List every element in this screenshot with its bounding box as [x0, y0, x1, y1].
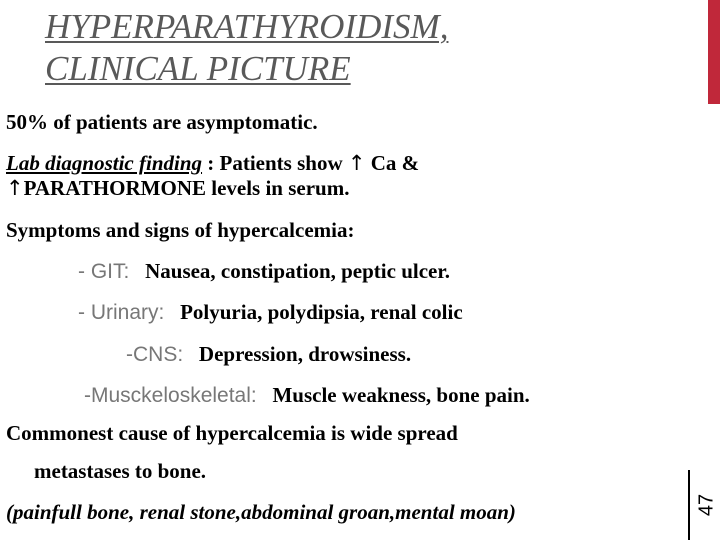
mnemonic-line: (painfull bone, renal stone,abdominal groan,mental moan) [6, 500, 516, 524]
lab-finding-line-2 [6, 176, 349, 200]
arrow-up-icon: ↑ [6, 176, 24, 200]
arrow-up-icon: ↑ [347, 151, 366, 175]
lab-label: Lab diagnostic finding [6, 151, 203, 175]
list-item-msk [84, 383, 530, 408]
commonest-line-1: Commonest cause of hypercalcemia is wide spread [6, 421, 458, 445]
asymptomatic-line: 50% of patients are asymptomatic. [6, 110, 318, 134]
title-line-2: CLINICAL PICTURE [45, 49, 351, 88]
urinary-text: Polyuria, polydipsia, renal colic [180, 300, 463, 324]
symptoms-heading: Symptoms and signs of hypercalcemia: [6, 218, 355, 242]
list-item-git [78, 259, 450, 284]
lab-finding-line [6, 151, 419, 175]
commonest-line-2: metastases to bone. [34, 459, 207, 483]
cns-label: -CNS: [126, 343, 184, 366]
git-label: - GIT: [78, 260, 130, 283]
list-item-urinary [78, 300, 463, 325]
page-number: 47 [695, 493, 718, 517]
list-item-cns [126, 342, 411, 367]
page-number-box [688, 470, 720, 540]
lab-ca: Ca & [365, 151, 420, 175]
msk-text: Muscle weakness, bone pain. [272, 383, 530, 407]
urinary-label: - Urinary: [78, 301, 165, 324]
cns-text: Depression, drowsiness. [198, 342, 412, 366]
accent-bar [708, 0, 720, 104]
git-text: Nausea, constipation, peptic ulcer. [145, 259, 450, 283]
title-line-1: HYPERPARATHYROIDISM, [45, 7, 449, 46]
msk-label: -Musckeloskeletal: [84, 384, 257, 407]
page-title [45, 6, 448, 90]
lab-sep: : Patients show [202, 151, 348, 175]
lab-pth: PARATHORMONE levels in serum. [23, 176, 350, 200]
